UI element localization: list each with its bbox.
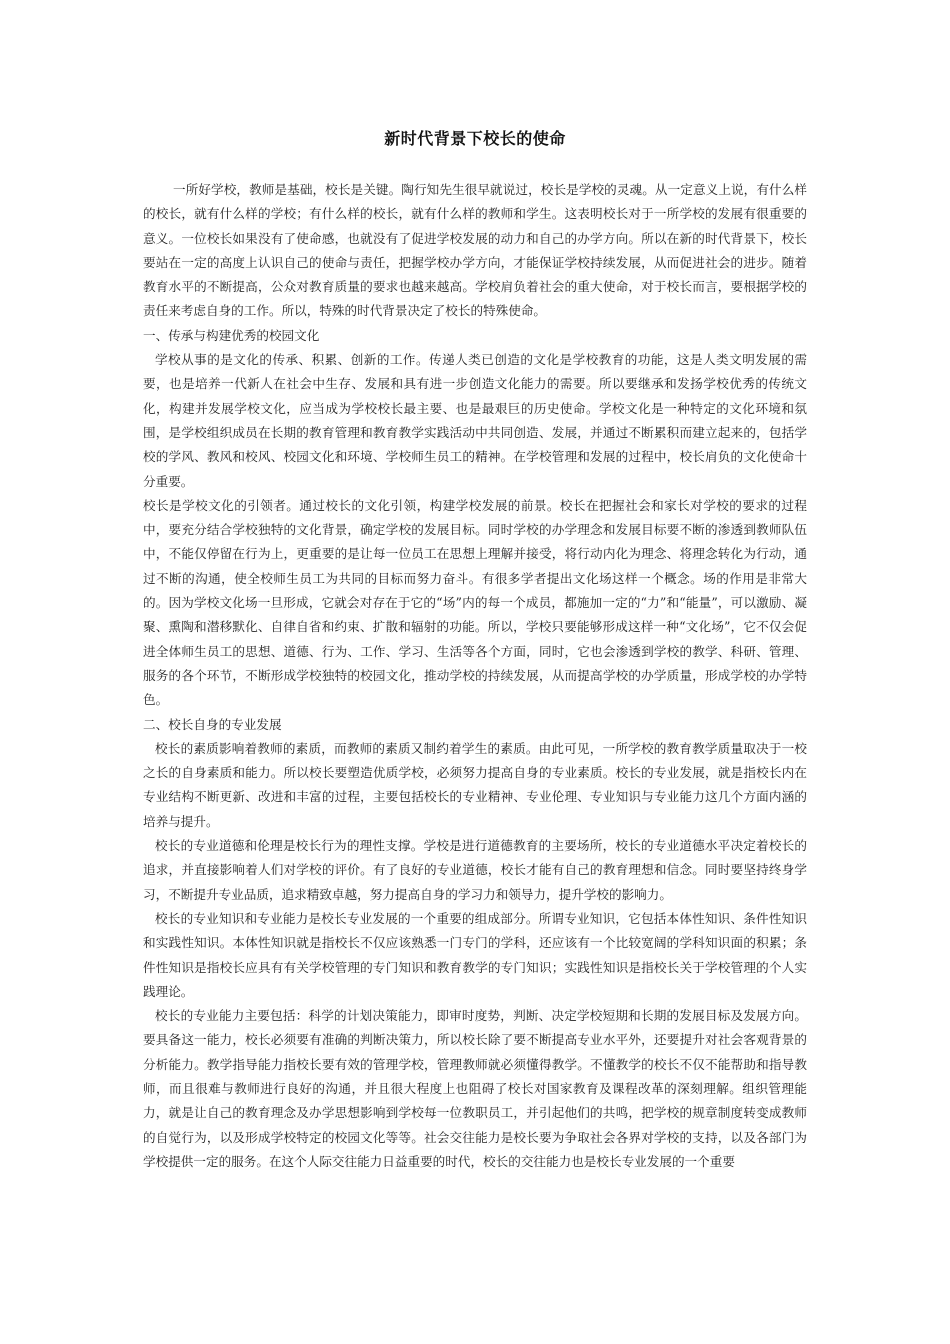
- body-paragraph: 校长的专业道德和伦理是校长行为的理性支撑。学校是进行道德教育的主要场所，校长的专业道德水平决定着校长的追求，并直接影响着人们对学校的评价。有了良好的专业道德，校长才能有自己的教育理想和信念。同时要坚持终身学习，不断提升专业品质，追求精致卓越，努力提高自身的学习力和领导力，提升学校的影响力。: [143, 838, 807, 902]
- body-paragraph: 校长是学校文化的引领者。通过校长的文化引领，构建学校发展的前景。校长在把握社会和家长对学校的要求的过程中，要充分结合学校独特的文化背景，确定学校的发展目标。同时学校的办学理念和发展目标要不断的渗透到教师队伍中，不能仅停留在行为上，更重要的是让每一位员工在思想上理解并接受，将行动内化为理念、将理念转化为行动，通过不断的沟通，使全校师生员工为共同的目标而努力奋斗。有很多学者提出文化场这样一个概念。场的作用是非常大的。因为学校文化场一旦形成，它就会对存在于它的“场”内的每一个成员，都施加一定的“力”和“能量”，可以激励、凝聚、熏陶和潜移默化、自律自省和约束、扩散和辐射的功能。所以，学校只要能够形成这样一种“文化场”，它不仅会促进全体师生员工的思想、道德、行为、工作、学习、生活等各个方面，同时，它也会渗透到学校的教学、科研、管理、服务的各个环节，不断形成学校独特的校园文化，推动学校的持续发展，从而提高学校的办学质量，形成学校的办学特色。: [143, 497, 807, 708]
- section-heading-1: 一、传承与构建优秀的校园文化: [143, 327, 320, 343]
- body-paragraph: 校长的素质影响着教师的素质，而教师的素质又制约着学生的素质。由此可见，一所学校的教育教学质量取决于一校之长的自身素质和能力。所以校长要塑造优质学校，必须努力提高自身的专业素质。校长的专业发展，就是指校长内在专业结构不断更新、改进和丰富的过程，主要包括校长的专业精神、专业伦理、专业知识与专业能力这几个方面内涵的培养与提升。: [143, 740, 807, 829]
- body-paragraph: 校长的专业知识和专业能力是校长专业发展的一个重要的组成部分。所谓专业知识，它包括本体性知识、条件性知识和实践性知识。本体性知识就是指校长不仅应该熟悉一门专门的学科，还应该有一个比较宽阔的学科知识面的积累；条件性知识是指校长应具有有关学校管理的专门知识和教育教学的专门知识；实践性知识是指校长关于学校管理的个人实践理论。: [143, 910, 807, 999]
- intro-paragraph: 一所好学校，教师是基础，校长是关键。陶行知先生很早就说过，校长是学校的灵魂。从一定意义上说，有什么样的校长，就有什么样的学校；有什么样的校长，就有什么样的教师和学生。这表明校长对于一所学校的发展有很重要的意义。一位校长如果没有了使命感，也就没有了促进学校发展的动力和自己的办学方向。所以在新的时代背景下，校长要站在一定的高度上认识自己的使命与责任，把握学校办学方向，才能保证学校持续发展，从而促进社会的进步。随着教育水平的不断提高，公众对教育质量的要求也越来越高。学校肩负着社会的重大使命，对于校长而言，要根据学校的责任来考虑自身的工作。所以，特殊的时代背景决定了校长的特殊使命。: [143, 182, 807, 319]
- document-title: 新时代背景下校长的使命: [384, 129, 566, 148]
- body-paragraph: 校长的专业能力主要包括：科学的计划决策能力，即审时度势，判断、决定学校短期和长期的发展目标及发展方向。要具备这一能力，校长必须要有准确的判断决策力，所以校长除了要不断提高专业水平外，还要提升对社会客观背景的分析能力。教学指导能力指校长要有效的管理学校，管理教师就必须懂得教学。不懂教学的校长不仅不能帮助和指导教师，而且很难与教师进行良好的沟通，并且很大程度上也阻碍了校长对国家教育及课程改革的深刻理解。组织管理能力，就是让自己的教育理念及办学思想影响到学校每一位教职员工，并引起他们的共鸣，把学校的规章制度转变成教师的自觉行为，以及形成学校特定的校园文化等等。社会交往能力是校长要为争取社会各界对学校的支持，以及各部门为学校提供一定的服务。在这个人际交往能力日益重要的时代，校长的交往能力也是校长专业发展的一个重要: [143, 1008, 807, 1169]
- section-heading-2: 二、校长自身的专业发展: [143, 716, 282, 732]
- body-paragraph: 学校从事的是文化的传承、积累、创新的工作。传递人类已创造的文化是学校教育的功能，这是人类文明发展的需要，也是培养一代新人在社会中生存、发展和具有进一步创造文化能力的需要。所以要继承和发扬学校优秀的传统文化，构建并发展学校文化，应当成为学校校长最主要、也是最艰巨的历史使命。学校文化是一种特定的文化环境和氛围，是学校组织成员在长期的教育管理和教育教学实践活动中共同创造、发展，并通过不断累积而建立起来的，包括学校的学风、教风和校风、校园文化和环境、学校师生员工的精神。在学校管理和发展的过程中，校长肩负的文化使命十分重要。: [143, 352, 807, 489]
- document-body: [143, 178, 807, 1174]
